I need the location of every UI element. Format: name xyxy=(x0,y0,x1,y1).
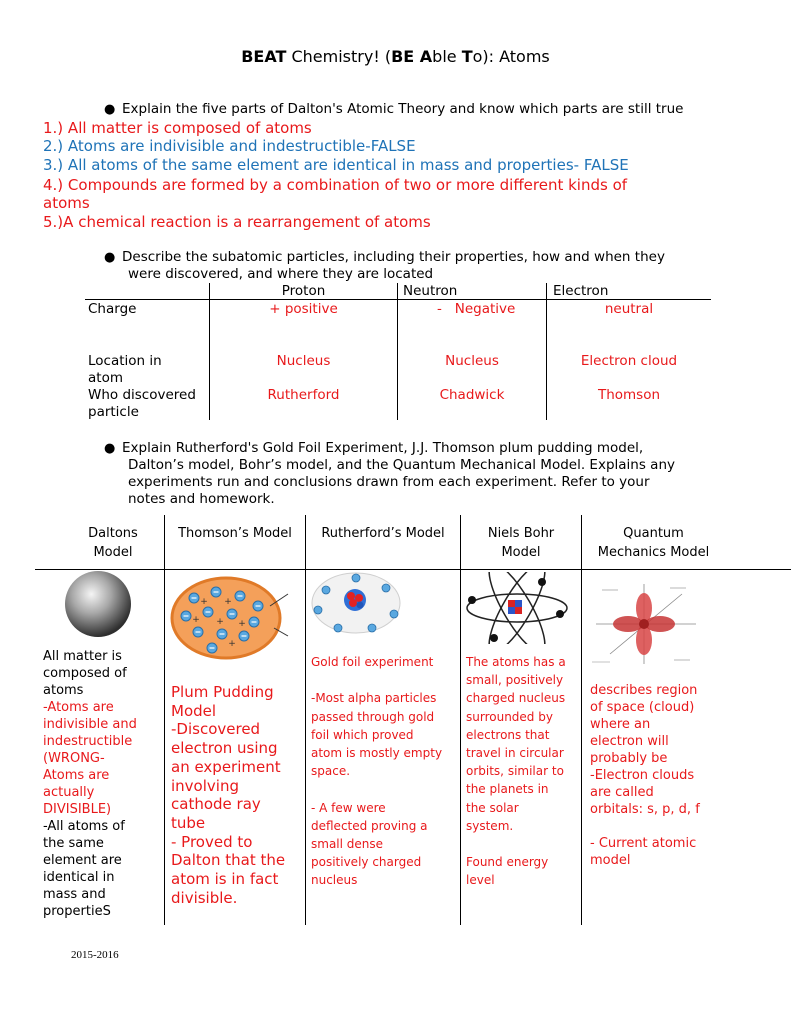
text-line: the solar xyxy=(466,800,519,815)
text-line xyxy=(590,818,724,835)
text-line: divisible. xyxy=(171,888,238,907)
text-line: model xyxy=(590,853,631,868)
text-line: - Current atomic xyxy=(590,836,697,851)
table-rule xyxy=(35,569,791,570)
cell-proton-location: Nucleus xyxy=(276,353,331,369)
quantum-description xyxy=(590,682,724,869)
header-line: Model xyxy=(501,545,541,560)
text-line: foil which proved xyxy=(311,727,414,742)
plum-pudding-image xyxy=(170,576,290,660)
law-2: 2.) Atoms are indivisible and indestructible-FALSE xyxy=(43,137,416,155)
electron-mark xyxy=(322,586,330,594)
bohr-description xyxy=(466,653,580,890)
text-line: atom is mostly empty xyxy=(311,746,443,761)
header-electron: Electron xyxy=(553,283,609,299)
text-line: atom is in fact xyxy=(171,870,279,889)
cell-proton-charge: + positive xyxy=(269,301,338,317)
cell-electron-charge: neutral xyxy=(604,301,654,317)
label-line: Location in xyxy=(88,353,162,369)
text-line: describes region xyxy=(590,683,698,698)
text-line: actually xyxy=(43,785,95,800)
header-bohr-model xyxy=(461,524,581,562)
cell-electron-discoverer: Thomson xyxy=(597,387,661,403)
quantum-orbital-image xyxy=(590,580,702,668)
header-quantum-model xyxy=(582,524,725,562)
plus-mark: + xyxy=(192,615,200,625)
cell-neutron-charge: - Negative xyxy=(437,301,516,317)
law-3: 3.) All atoms of the same element are identical in mass and properties- FALSE xyxy=(43,156,629,174)
text-line: Model xyxy=(171,701,217,720)
text-line: mass and xyxy=(43,887,106,902)
text-line: -Atoms are xyxy=(43,700,114,715)
bullet-subatomic xyxy=(104,249,665,266)
text-line: small dense xyxy=(311,837,384,852)
table-divider xyxy=(164,515,165,925)
table-divider xyxy=(305,515,306,925)
law-1: 1.) All matter is composed of atoms xyxy=(43,119,312,137)
text-line: system. xyxy=(466,818,514,833)
label-line: atom xyxy=(88,370,123,386)
law-4-cont: atoms xyxy=(43,194,90,212)
text-line: -Most alpha particles xyxy=(311,691,437,706)
text-line: Found energy xyxy=(466,855,549,870)
text-line: DIVISIBLE) xyxy=(43,802,112,817)
bullet-dot-icon: ● xyxy=(104,250,116,265)
text-line xyxy=(311,671,459,689)
bullet-text: Describe the subatomic particles, including their properties, how and when they xyxy=(122,249,665,265)
electron-mark xyxy=(352,574,360,582)
header-line: Quantum xyxy=(623,526,684,541)
text-line: orbits, similar to xyxy=(466,764,564,779)
text-line: probably be xyxy=(590,751,668,766)
text-line: tube xyxy=(171,813,206,832)
plus-mark: + xyxy=(216,617,224,627)
row-label-location xyxy=(88,353,162,387)
text-line: small, positively xyxy=(466,673,564,688)
text-line: -All atoms of xyxy=(43,819,125,834)
text-line: charged nucleus xyxy=(466,691,566,706)
text-line: Gold foil experiment xyxy=(311,655,434,669)
bullet-dot-icon: ● xyxy=(104,102,116,117)
cell-neutron-discoverer: Chadwick xyxy=(439,387,505,403)
header-thomson-model: Thomson’s Model xyxy=(178,526,292,541)
bullet-models-line4: notes and homework. xyxy=(128,491,275,507)
text-line: where an xyxy=(590,717,651,732)
rutherford-atom-image xyxy=(308,570,404,636)
header-line: Mechanics Model xyxy=(597,545,710,560)
bullet-dot-icon: ● xyxy=(104,441,116,456)
page-title: BEAT Chemistry! (BE Able To): Atoms xyxy=(241,47,550,66)
plus-mark: + xyxy=(200,597,208,607)
table-divider xyxy=(460,515,461,925)
bullet-dalton-theory xyxy=(104,101,684,118)
text-line: travel in circular xyxy=(466,746,564,761)
header-dalton-model xyxy=(60,524,166,562)
text-line: surrounded by xyxy=(466,709,553,724)
text-line: All matter is xyxy=(43,649,122,664)
dalton-sphere-image xyxy=(62,568,134,640)
text-line xyxy=(311,780,459,798)
text-line: level xyxy=(466,873,495,888)
electron-mark xyxy=(334,624,342,632)
bullet-models-line3: experiments run and conclusions drawn from each experiment. Refer to your xyxy=(128,474,650,490)
text-line: the same xyxy=(43,836,104,851)
text-line: atoms xyxy=(43,683,84,698)
table-rule xyxy=(85,299,711,300)
text-line: nucleus xyxy=(311,873,358,888)
label-line: particle xyxy=(88,404,139,420)
text-line: Plum Pudding xyxy=(171,683,274,701)
text-line: -Discovered xyxy=(171,720,261,739)
text-line: Atoms are xyxy=(43,768,110,783)
text-line: electron will xyxy=(590,734,669,749)
text-line: orbitals: s, p, d, f xyxy=(590,802,700,817)
text-line: deflected proving a xyxy=(311,818,428,833)
label-line: Who discovered xyxy=(88,387,196,403)
text-line: element are xyxy=(43,853,122,868)
header-rutherford-model: Rutherford’s Model xyxy=(321,526,445,541)
cell-electron-location: Electron cloud xyxy=(580,353,678,369)
text-line: -Electron clouds xyxy=(590,768,695,783)
dalton-description xyxy=(43,648,163,920)
bullet-models-line2: Dalton’s model, Bohr’s model, and the Quantum Mechanical Model. Explains any xyxy=(128,457,675,473)
text-line: space. xyxy=(311,764,351,779)
text-line: are called xyxy=(590,785,654,800)
text-line: of space (cloud) xyxy=(590,700,695,715)
plus-mark: + xyxy=(224,597,232,607)
header-line: Model xyxy=(93,545,133,560)
electron-mark xyxy=(314,606,322,614)
text-line: (WRONG- xyxy=(43,751,105,766)
row-label-charge: Charge xyxy=(88,301,137,317)
plus-mark: + xyxy=(228,639,236,649)
electron-mark xyxy=(390,610,398,618)
bullet-subatomic-cont: were discovered, and where they are located xyxy=(128,266,434,282)
electron-mark xyxy=(368,624,376,632)
plus-mark: + xyxy=(238,619,246,629)
header-neutron: Neutron xyxy=(403,283,458,299)
header-line: Daltons xyxy=(88,526,138,541)
header-line: Niels Bohr xyxy=(487,526,555,541)
electron-mark xyxy=(382,584,390,592)
text-line: cathode ray xyxy=(171,795,261,814)
row-label-discoverer xyxy=(88,387,196,421)
bohr-atom-image xyxy=(462,572,572,644)
text-line: - Proved to xyxy=(171,832,253,851)
thomson-description xyxy=(171,683,305,907)
text-line: composed of xyxy=(43,666,127,681)
text-line xyxy=(466,835,580,853)
text-line: passed through gold xyxy=(311,709,435,724)
table-divider xyxy=(581,515,582,925)
text-line: electron using xyxy=(171,739,278,758)
bullet-text: Explain the five parts of Dalton's Atomic Theory and know which parts are still true xyxy=(122,101,684,117)
text-line: involving xyxy=(171,776,239,795)
rutherford-description xyxy=(311,653,459,890)
text-line: Dalton that the xyxy=(171,851,286,870)
cell-neutron-location: Nucleus xyxy=(445,353,499,369)
text-line: an experiment xyxy=(171,757,281,776)
text-line: - A few were xyxy=(311,800,386,815)
cell-proton-discoverer: Rutherford xyxy=(267,387,340,403)
text-line: the planets in xyxy=(466,782,549,797)
law-5: 5.)A chemical reaction is a rearrangement of atoms xyxy=(43,213,431,231)
law-4: 4.) Compounds are formed by a combination of two or more different kinds of xyxy=(43,176,628,194)
text-line: positively charged xyxy=(311,855,422,870)
text-line: electrons that xyxy=(466,727,550,742)
text-line: indivisible and xyxy=(43,717,137,732)
bullet-text: Explain Rutherford's Gold Foil Experiment, J.J. Thomson plum pudding model, xyxy=(122,440,644,456)
text-line: The atoms has a xyxy=(466,655,566,669)
text-line: indestructible xyxy=(43,734,133,749)
header-proton: Proton xyxy=(281,283,326,299)
footer-year: 2015-2016 xyxy=(71,949,119,961)
text-line: identical in xyxy=(43,870,115,885)
bullet-models xyxy=(104,440,644,457)
text-line: propertieS xyxy=(43,904,111,919)
